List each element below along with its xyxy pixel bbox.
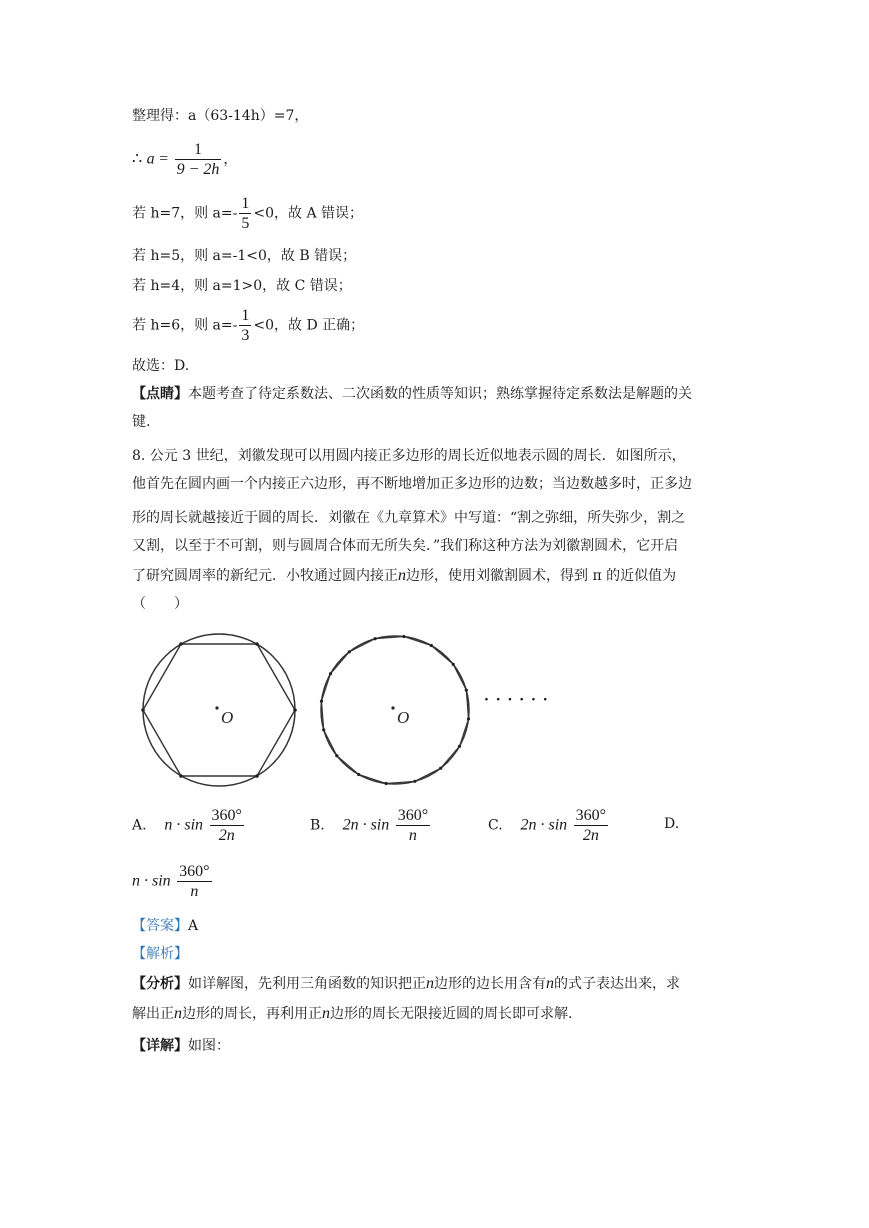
analysis-line-1: 【分析】如详解图，先利用三角函数的知识把正n边形的边长用含有n的式子表达出来，求 [132, 975, 680, 992]
vertex-dot [348, 650, 351, 653]
step-line-2: ∴ a = $\frac{1}{9 - 2h}$ ， [132, 141, 238, 178]
polygon-figure [316, 632, 476, 792]
vertex-dot [374, 637, 377, 640]
vertex-dot [357, 773, 360, 776]
fraction-1-5: $\frac{1}{5}$ [241, 195, 250, 232]
option-a[interactable]: A. n · sin $\frac{360^\circ}{2n}$ [132, 807, 242, 844]
option-d-label[interactable]: D. [664, 816, 680, 832]
tip-line-2: 键. [132, 414, 151, 430]
center-label: O [221, 708, 234, 727]
question-line-2: 他首先在圆内画一个内接正六边形，再不断地增加正多边形的边数；当边数越多时，正多边 [132, 476, 692, 492]
answer-line [132, 916, 198, 936]
ellipsis: · · · · · · [484, 692, 549, 708]
step-line-4: 若 h=5，则 a=-1<0，故 B 错误； [132, 248, 357, 264]
vertex-dot [385, 782, 388, 785]
option-c[interactable]: C. 2n · sin $\frac{360^\circ}{2n}$ [488, 807, 607, 844]
vertex-dot [320, 700, 323, 703]
step-line-5: 若 h=4，则 a=1>0，故 C 错误； [132, 278, 352, 294]
tip-line: 【点睛】本题考查了待定系数法、二次函数的性质等知识；熟练掌握待定系数法是解题的关 [132, 386, 692, 402]
step-line-1: 整理得：a（63-14h）=7， [132, 108, 309, 124]
vertex-dot [335, 754, 338, 757]
fraction-1-3: $\frac{1}{3}$ [241, 307, 250, 344]
vertex-dot [465, 689, 468, 692]
hexagon-figure [140, 632, 300, 792]
analysis-tag: 【解析】 [132, 946, 188, 962]
question-line-1: 8. 公元 3 世纪，刘徽发现可以用圆内接正多边形的周长近似地表示圆的周长．如图所示， [132, 448, 686, 464]
vertex-dot [430, 644, 433, 647]
choice-line: 故选：D. [132, 358, 190, 374]
tip-tag: 【点睛】 [132, 386, 188, 402]
question-line-3: 形的周长就越接近于圆的周长．刘徽在《九章算术》中写道：“割之弥细，所失弥少，割之 [132, 510, 686, 526]
question-line-5: 了研究圆周率的新纪元．小牧通过圆内接正n边形，使用刘徽割圆术，得到 π 的近似值为 [132, 567, 677, 584]
vertex-dot [452, 663, 455, 666]
vertex-dot [467, 717, 470, 720]
center-label: O [397, 708, 410, 727]
fraction-a: $\frac{1}{9 - 2h}$ [176, 141, 220, 178]
detail-line: 【详解】如图： [132, 1038, 230, 1054]
vertex-dot [322, 728, 325, 731]
option-b[interactable]: B. 2n · sin $\frac{360^\circ}{n}$ [310, 807, 429, 844]
option-d[interactable]: n · sin $\frac{360^\circ}{n}$ [132, 863, 210, 900]
question-blank: （ ） [132, 596, 188, 612]
vertex-dot [402, 635, 405, 638]
answer-tag: 【答案】 [132, 918, 188, 934]
vertex-dot [413, 780, 416, 783]
vertex-dot [439, 767, 442, 770]
step-line-3: 若 h=7，则 a=- $\frac{1}{5}$ <0，故 A 错误； [132, 195, 364, 232]
analysis-line-2: 解出正n边形的周长，再利用正n边形的周长无限接近圆的周长即可求解. [132, 1005, 573, 1022]
step-line-6: 若 h=6，则 a=- $\frac{1}{3}$ <0，故 D 正确； [132, 307, 365, 344]
vertex-dot [458, 745, 461, 748]
question-line-4: 又割，以至于不可割，则与圆周合体而无所失矣．”我们称这种方法为刘徽割圆术，它开启 [132, 538, 679, 554]
answer-value: A [188, 918, 199, 934]
vertex-dot [329, 672, 332, 675]
